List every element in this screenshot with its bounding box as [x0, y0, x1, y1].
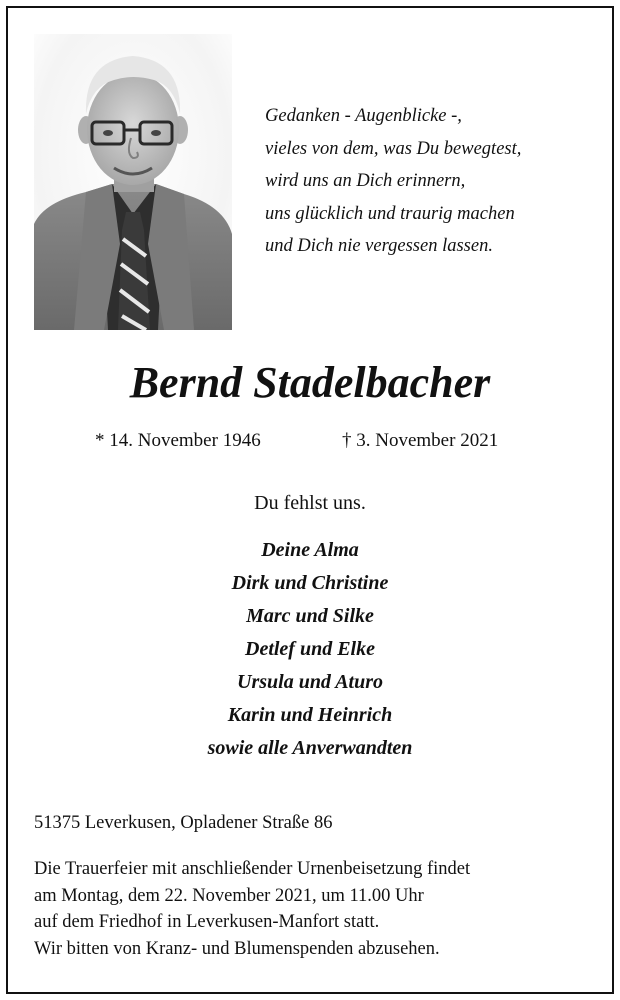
notice-line: Die Trauerfeier mit anschließender Urnenbeisetzung findet — [34, 859, 471, 879]
mourner-entry: Dirk und Christine — [231, 572, 389, 594]
funeral-notice — [34, 856, 594, 963]
death-date: † 3. November 2021 — [342, 430, 499, 451]
mourner-entry: sowie alle Anverwandten — [207, 737, 413, 759]
notice-line: am Montag, dem 22. November 2021, um 11.00 Uhr — [34, 885, 424, 906]
mourner-entry: Ursula und Aturo — [237, 671, 383, 693]
poem-line: vieles von dem, was Du bewegtest, — [265, 138, 522, 159]
mourner-entry: Detlef und Elke — [245, 638, 375, 660]
mourner-entry: Marc und Silke — [246, 605, 374, 627]
notice-line: Wir bitten von Kranz- und Blumenspenden abzusehen. — [34, 939, 440, 960]
deceased-name: Bernd Stadelbacher — [129, 358, 491, 407]
address: 51375 Leverkusen, Opladener Straße 86 — [34, 813, 333, 833]
missed-text: Du fehlst uns. — [254, 492, 366, 514]
mourner-entry: Deine Alma — [261, 539, 359, 561]
poem-line: Gedanken - Augenblicke -, — [265, 106, 462, 126]
mourner-entry: Karin und Heinrich — [227, 704, 393, 726]
mourners-list — [0, 534, 620, 765]
poem-line: uns glücklich und traurig machen — [265, 203, 515, 224]
birth-date: * 14. November 1946 — [95, 430, 261, 451]
portrait-photo — [34, 34, 232, 330]
poem-line: wird uns an Dich erinnern, — [265, 171, 466, 191]
poem — [265, 100, 585, 263]
notice-line: auf dem Friedhof in Leverkusen-Manfort statt. — [34, 912, 380, 933]
poem-line: und Dich nie vergessen lassen. — [265, 236, 493, 256]
